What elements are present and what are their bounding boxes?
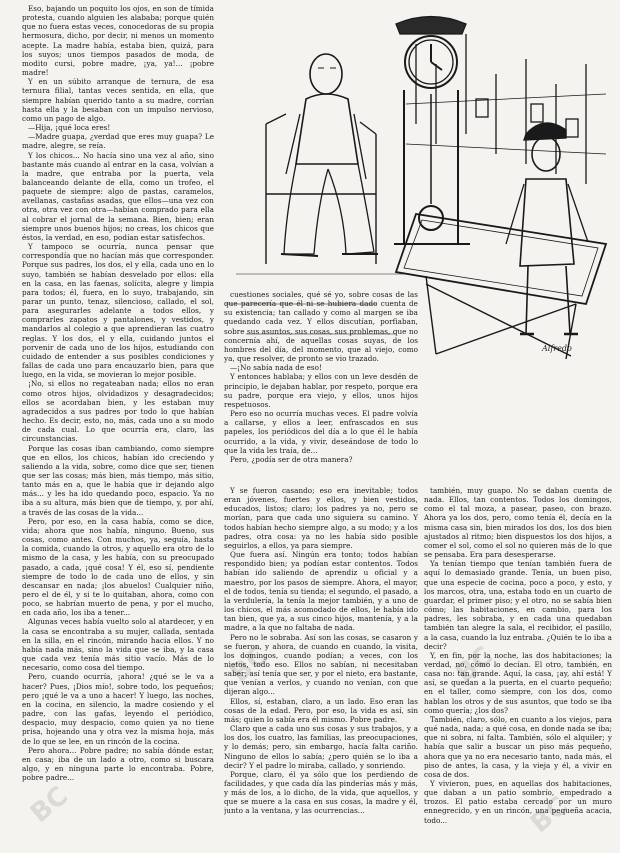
paragraph: Claro que a cada uno sus cosas y sus trabajos, y a los dos, los cuatro, las familias, las preocupaciones, y lo demás; pero, sin embargo, hacía falta cariño. Ninguno de ellos lo sabía; ¿pero quién se lo iba a decir? Y el padre lo miraba, callado, y sonriendo. xyxy=(224,724,418,770)
paragraph: Ya tenían tiempo que tenían también fuera de aquí lo demasiado grande. Tenía, un buen piso, que una especie de cocina, poco a poco, y esto, y los marcos, otra, una, estaba todo en un cuarto de guardar, el primer piso; y el otro, no se sabía bien cómo; las habitaciones, en cambio, para los padres, les sobraba, y en cada una quedaban también tan alegre la sala, el recibidor, el pasillo, a la casa, cuando la luz entraba. ¿Quién te lo iba a decir? xyxy=(424,559,612,651)
paragraph: Pero, cuando ocurría, ¡ahora! ¿qué se le va a hacer? Pues, ¡Dios mío!, sobre todo, los pequeños; pero ¡qué le va a uno a hacer! Y luego, las noches, en la cocina, en silencio, la madre cosiendo y el padre, con las gafas, leyendo el periódico, despacio, muy despacio, como quien ya no tiene prisa, hojeando una y otra vez la misma hoja, más de lo que se lee, en un rincón de la cocina. xyxy=(22,672,214,746)
paragraph: —Hija, ¡qué loca eres! xyxy=(28,123,111,133)
watermark: BC xyxy=(224,641,274,689)
paragraph: Algunas veces había vuelto solo al atardecer, y en la casa se encontraba a su mujer, callada, sentada en la silla, en el rincón, mirando hacia ellos. Y no había nada más, sino la vida que se iba, y la casa que cada vez tenía más sitio vacío. Más de lo necesario, como cosa del tiempo. xyxy=(22,617,214,673)
paragraph: Pero ahora... Pobre padre; no sabía dónde estar, en casa; iba de un lado a otro, como si buscara algo, y en ninguna parte lo encontraba. Pobre, pobre padre... xyxy=(22,745,214,783)
paragraph: —¡No sabía nada de eso! xyxy=(230,363,322,373)
illustrator-signature: Alfredo xyxy=(542,344,572,353)
paragraph: Y tampoco se ocurría, nunca pensar que correspondía que no hacían más que corresponder. Porque sus padres, los dos, el y ella, cada uno en lo suyo, también se habían desvelado por ellos: ella en la casa, en las faenas, solícita, alegre y limpia para todos; él, fuera, en lo suyo, trabajando, sin parar un punto, tenaz, silencioso, callado, el sol, para asegurarles adelante a todos ellos, y comprarles zapatos y pantalones, y vestidos, y mandarlos al colegio a que aprendieran las cuatro reglas. Y los dos, el y ella, cuidando juntos el porvenir de cada uno de los hijos, estudiando con cuidado de entender a sus posibles condiciones y fallas de cada uno para encauzarlo bien, para que luego, en la vida, se movieran lo mejor posible. xyxy=(22,242,214,380)
paragraph: Y entonces hablaba; y ellos con un leve desdén de principio, le dejaban hablar, por respeto, porque era su padre, porque era viejo, y ellos, unos hijos respetuosos. xyxy=(224,372,418,409)
paragraph: Porque, claro, él ya sólo que los perdiendo de facilidades, y que cada día las pinderías más y más, y más de los, a lo dicho, de la vida, que aquellos, y que se muere a la casa en sus cosas, la madre y él, junto a la ventana, y las ocurrencias... xyxy=(224,769,418,816)
paragraph: Pero, ¿podía ser de otra manera? xyxy=(230,454,353,464)
paragraph: Que fuera así. Ningún era tonto; todos habían respondido bien; ya podían estar contentos. Todos habían ido saliendo de aprendiz u oficial y a maestro, por los pasos de siempre. Ahora, el mayor, el de todos, tenía su tienda; el segundo, el pasado, a la verdulería, la tenía la mejor también, y a uno de los chicos, el más acomodado de ellos, le había ido tan bien, que ya, a sus cinco hijos, mantenía, y a la madre, a la que no faltaba de nada. xyxy=(224,550,418,633)
paragraph: También, claro, sólo, en cuanto a los viejos, para qué nada, nada; a qué cosa, en donde nada se iba; que ni sobra, ni falta. También, sólo el alquiler; y había que salir a buscar un piso más pequeño, ahora que ya no era necesario tanto, nada más, el piso de antes, la casa, y la vieja y él, a vivir en cosa de dos. xyxy=(424,714,612,779)
paragraph: Ellos, sí, estaban, claro, a un lado. Eso eran las cosas de la edad. Pero, por eso, la vida es así, sin más; quien lo sabía era él mismo. Pobre padre. xyxy=(224,696,418,724)
paragraph: Y se fueron casando; eso era inevitable; todos eran jóvenes, fuertes y ellos, y bien vestidos, educados, listos; claro; los padres ya no, pero se morían, para que cada uno siguiera su camino. Y todos habían hecho siempre algo, a su modo; y a los padres, otra cosa: ya no les había sido posible seguirlos, a ellos, ya para siempre. xyxy=(224,486,418,550)
paragraph: Y los chicos... No hacía sino una vez al año, sino bastante más cuando al entrar en la casa, volvían a la madre, que entraba por la puerta, vela balanceando delante de ella, como un trofeo, el paquete de siempre: algo de pastas, caramelos, avellanas, castañas asadas, que ellos—una vez con otra, otra vez con otra—habían comprado para ella al cobrar el jornal de la semana. Bien, bien; eran siempre unos buenos hijos; no creas, los chicos que éstos, la verdad, en eso, podían estar satisfechos. xyxy=(22,150,214,242)
paragraph: Eso, bajando un poquito los ojos, en son de tímida protesta, cuando alguien les alababa; porque quién que no fuera estas veces, conocedoras de su propia hermosura, dicho, por decir, ni menos un momento acepte. La madre había, estaba bien, quizá, para los suyos; unos tiempos pasados de moda, de modito cursi, pobre madre, ¡ya, ya!... ¡pobre madre! xyxy=(22,4,214,78)
watermark: BC xyxy=(449,641,499,689)
article-column-left xyxy=(22,4,214,849)
watermark: BC xyxy=(524,791,574,839)
paragraph: Pero, por eso, en la casa había, como se dice, vida; ahora que nos había, ninguno. Bueno, sus cosas, como antes. Con muchos, ya, seguía, hasta la comida, cuando la otros, y aquello era otro de lo mismo de la casa, y les había, con su preocupado pasado, a cada, ¡qué cosa! Y él, eso sí, pendiente siempre de todo lo de cada uno de ellos, y sin descansar en nada; ¡los abuelos! Cualquier niño, pero el de él, y si te lo quitaban, ahora, como con poco, se habrían muerto de pena, y por el mucho, en cada año, los iba a tener... xyxy=(22,516,214,618)
paragraph: Porque las cosas iban cambiando, como siempre que en ellos, los chicos, habían ido creciendo y saliendo a la vida, sobre, como dice que ser, tienen que ser las cosas; más bien, más tiempo, más sitio, tanto más en a, que le había que ir dejando algo más... y les ha ido quedando poco, espacio. Ya no iba a su altura, más bien que de tiempo, y, por ahí, a través de las cosas de la vida... xyxy=(22,443,214,517)
paragraph: —Madre guapa, ¿verdad que eres muy guapa? Le madre, alegre, se reía. xyxy=(22,132,214,151)
paragraph: Pero eso no ocurría muchas veces. El padre volvía a callarse, y ellos a leer, enfrascados en sus papeles, los periódicos del día a lo que él le había ocurrido, a la vida, y vivir, deseándose de todo lo que la vida les traía, de... xyxy=(224,409,418,455)
paragraph: ¡No, si ellos no regateaban nada; ellos no eran como otros hijos, olvidadizos y desagradecidos; ellos se acordaban bien, y les estaban muy agradecidos a sus padres por todo lo que habían hecho. Es decir, esto, no, más, cada uno a su modo de cada cual. Lo que ocurría era, claro, las circunstancias. xyxy=(22,379,214,444)
paragraph: Y, en fin, por la noche, las dos habitaciones; la verdad, no, cómo lo decían. El otro, también, en casa no: tan grande. Aquí, la casa, ¡ay, ahí está! Y así, se quedan a la puerta, en el cuarto pequeño; en el taller, como siempre, con los dos, como hablan los otros y de sus asuntos, que todo se iba como quería; ¿los dos? xyxy=(424,650,612,715)
paragraph: también, muy guapo. No se daban cuenta de nada. Ellos, tan contentos. Todos los domingos, como el tal moza, a pasear, paseo, con brazo. Ahora ya los dos, pero, como tenía él, decía en la misma casa sin, bien mirados los dos, los dos bien ajustados al ritmo; bien dispuestos los dos hijos, a comer el sol, como el sol no quieren más de lo que se pensaba. Era para desesperarse. xyxy=(424,486,612,560)
article-column-middle-top xyxy=(224,290,418,480)
watermark: BC xyxy=(24,781,74,829)
paragraph: Y en un súbito arranque de ternura, de esa ternura filial, tantas veces sentida, en ella, que siempre habían querido tanto a su madre, corrían hasta ella y la besaban con un impulso nervioso, como un pago de algo. xyxy=(22,77,214,123)
paragraph: cuestiones sociales, qué sé yo, sobre cosas de las que parecería que él ni se hubiera dado cuenta de su existencia; tan callado y como al margen se iba quedando cada vez. Y ellos discutían, porfiaban, sobre sus asuntos, sus cosas, sus problemas, que no concernía ahí, de aquellas cosas suyas, de los hombres del día, del momento, que al viejo, como ya, que resolver, de pronto se vio trazado. xyxy=(224,290,418,364)
paragraph: Pero no le sobraba. Así son las cosas, se casaron y se fueron, y ahora, de cuando en cuando, la visita, los domingos, cuando podían; a veces, con los nietos, todo eso. Ellos no sabían, ni necesitaban saber; así tenía que ser, y por el nieto, era bastante, que venían a verlos, y cuando no venían, con que dijeran algo... xyxy=(224,632,418,697)
paragraph: Y vivieron, pues, en aquellas dos habitaciones, que daban a un patio sombrío, empedrado a trozos. El patio estaba cercado por un muro ennegrecido, y en un rincón, una pequeña acacia, todo... xyxy=(424,779,612,825)
